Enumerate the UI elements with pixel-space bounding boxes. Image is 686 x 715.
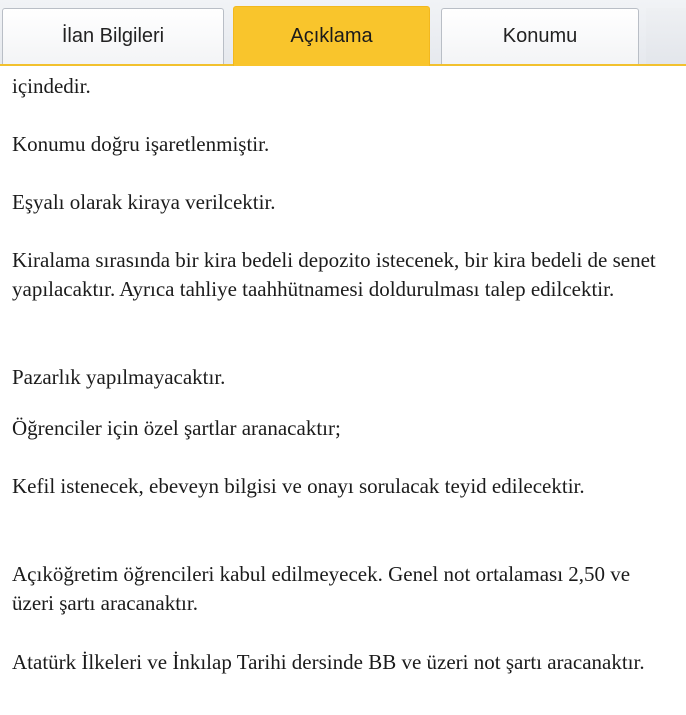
tab-bar (0, 0, 686, 66)
description-paragraph: Eşyalı olarak kiraya verilcektir. (12, 190, 276, 214)
description-paragraph: Öğrenciler için özel şartlar aranacaktır; (12, 416, 341, 440)
tab-aciklama[interactable]: Açıklama (233, 6, 430, 66)
tab-bar-edge (646, 8, 686, 64)
description-paragraph: Açıköğretim öğrencileri kabul edilmeyecek. Genel not ortalaması 2,50 ve üzeri şartı aracanaktır. (12, 562, 631, 615)
description-paragraph: Konumu doğru işaretlenmiştir. (12, 132, 270, 156)
description-paragraph: Kefil istenecek, ebeveyn bilgisi ve onayı sorulacak teyid edilecektir. (12, 474, 585, 498)
description-paragraph: Pazarlık yapılmayacaktır. (12, 365, 226, 389)
tab-konumu[interactable]: Konumu (441, 8, 639, 64)
description-paragraph: Kiralama sırasında bir kira bedeli depozito istecenek, bir kira bedeli de senet yapılacaktır. Ayrıca tahliye taahhütnamesi doldurulması talep edilcektir. (12, 248, 656, 301)
tab-ilan-bilgileri[interactable]: İlan Bilgileri (2, 8, 224, 64)
description-paragraph: içindedir. (12, 74, 91, 98)
description-paragraph: Atatürk İlkeleri ve İnkılap Tarihi dersinde BB ve üzeri not şartı aracanaktır. (12, 650, 645, 674)
